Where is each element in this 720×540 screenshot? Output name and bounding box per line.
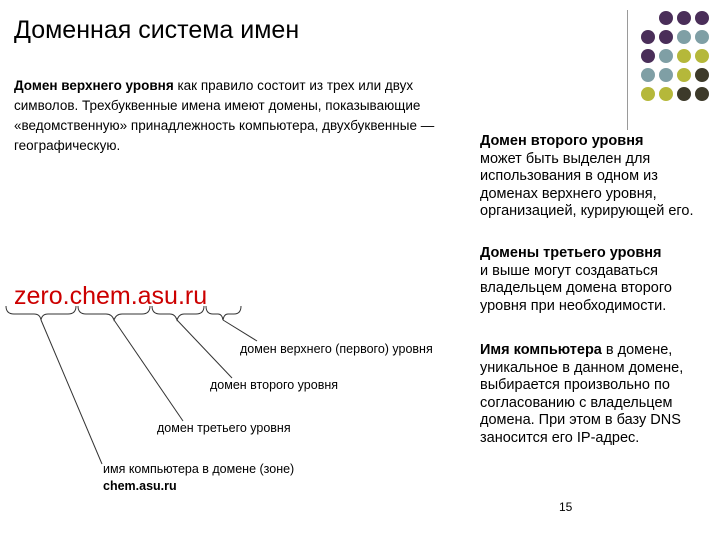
decorative-dot: [659, 49, 673, 63]
decorative-dot-grid: [640, 10, 716, 110]
host-name-term: Имя компьютера: [480, 342, 602, 358]
brace-second-level: [152, 306, 204, 320]
third-level-domain-description: [480, 245, 705, 315]
decorative-divider: [627, 10, 628, 130]
decorative-dot: [659, 87, 673, 101]
label-third-level: домен третьего уровня: [157, 421, 291, 435]
slide-title: Доменная система имен: [14, 16, 300, 44]
label-host-zone: chem.asu.ru: [103, 479, 177, 493]
decorative-dot: [659, 30, 673, 44]
second-level-term: Домен второго уровня: [480, 133, 644, 149]
brace-top-level: [206, 306, 241, 320]
decorative-dot: [695, 68, 709, 82]
page-number: 15: [559, 500, 573, 514]
decorative-dot: [641, 68, 655, 82]
third-level-term: Домены третьего уровня: [480, 245, 662, 261]
leader-host: [41, 320, 102, 464]
host-name-description: [480, 342, 705, 447]
decorative-dot: [677, 87, 691, 101]
leader-second-level: [177, 320, 232, 378]
label-second-level: домен второго уровня: [210, 378, 339, 392]
label-top-level: домен верхнего (первого) уровня: [240, 342, 433, 356]
host-name-text: в домене, уникальное в данном домене, выбирается произвольно по согласованию с владельцем домена. При этом в базу DNS заносится его IP-адрес.: [480, 342, 684, 446]
decorative-dot: [659, 68, 673, 82]
label-host: имя компьютера в домене (зоне): [103, 462, 295, 476]
brace-host: [6, 306, 76, 320]
leader-third-level: [114, 320, 183, 421]
decorative-dot: [659, 11, 673, 25]
decorative-dot: [677, 68, 691, 82]
decorative-dot: [695, 87, 709, 101]
decorative-dot: [677, 11, 691, 25]
decorative-dot: [695, 49, 709, 63]
intro-bold-term: Домен верхнего уровня: [14, 78, 174, 93]
decorative-dot: [677, 49, 691, 63]
intro-paragraph: [14, 76, 454, 156]
intro-text: как правило состоит из трех или двух символов. Трехбуквенные имена имеют домены, показывающие «ведомственную» принадлежность компьютера, двухбуквенные — географическую.: [14, 78, 435, 153]
second-level-text: может быть выделен для использования в одном из доменах верхнего уровня, организацией, курирующей его.: [480, 150, 694, 219]
third-level-text: и выше могут создаваться владельцем домена второго уровня при необходимости.: [480, 262, 672, 314]
decorative-dot: [695, 30, 709, 44]
example-domain: zero.chem.asu.ru: [14, 282, 208, 310]
decorative-dot: [641, 30, 655, 44]
decorative-dot: [641, 49, 655, 63]
decorative-dot: [695, 11, 709, 25]
decorative-dot: [641, 87, 655, 101]
second-level-domain-description: [480, 133, 705, 221]
decorative-dot: [677, 30, 691, 44]
brace-third-level: [78, 306, 150, 320]
leader-top-level: [223, 320, 257, 341]
